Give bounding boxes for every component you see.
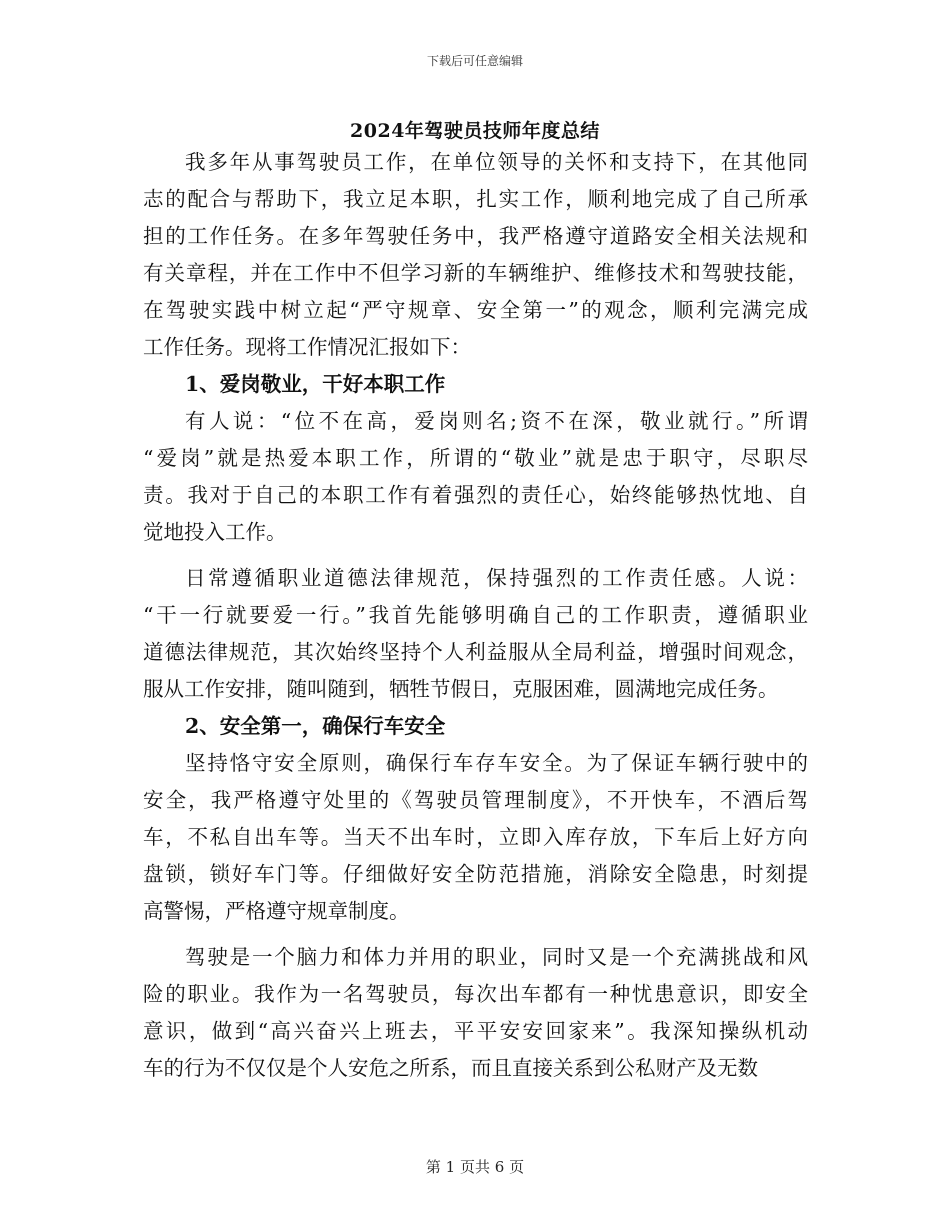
text-line: 工作任务。现将工作情况汇报如下：: [143, 335, 471, 359]
text-line: 车的行为不仅仅是个人安危之所系，而且直接关系到公私财产及无数: [143, 1056, 758, 1080]
text-line: 安全，我严格遵守处里的《驾驶员管理制度》，不开快车，不酒后驾: [143, 788, 808, 812]
text-line: 意识，做到“高兴奋兴上班去，平平安安回家来”。我深知操纵机动: [143, 1019, 808, 1043]
text-line: “爱岗”就是热爱本职工作，所谓的“敬业”就是忠于职守，尽职尽: [143, 446, 808, 470]
text-line: 坚持恪守安全原则，确保行车存车安全。为了保证车辆行驶中的: [185, 751, 808, 775]
heading-text: 2、安全第一，确保行车安全: [185, 714, 446, 738]
section-heading: [143, 366, 808, 403]
text-line: 盘锁，锁好车门等。仔细做好安全防范措施，消除安全隐患，时刻提: [143, 862, 808, 886]
paragraph: [143, 403, 808, 551]
text-line: 服从工作安排，随叫随到，牺牲节假日，克服困难，圆满地完成任务。: [143, 677, 779, 701]
text-line: 日常遵循职业道德法律规范，保持强烈的工作责任感。人说：: [185, 566, 808, 590]
page-footer: 第 1 页共 6 页: [425, 1158, 525, 1176]
paragraph: [143, 560, 808, 708]
text-line: 担的工作任务。在多年驾驶任务中，我严格遵守道路安全相关法规和: [143, 224, 808, 248]
heading-text: 1、爱岗敬业，干好本职工作: [185, 372, 446, 396]
text-line: 我多年从事驾驶员工作，在单位领导的关怀和支持下，在其他同: [185, 150, 808, 174]
paragraph: [143, 939, 808, 1087]
text-line: 在驾驶实践中树立起“严守规章、安全第一”的观念，顺利完满完成: [143, 298, 808, 322]
text-line: “干一行就要爱一行。”我首先能够明确自己的工作职责，遵循职业: [143, 603, 808, 627]
text-line: 险的职业。我作为一名驾驶员，每次出车都有一种忧患意识，即安全: [143, 982, 808, 1006]
text-line: 有关章程，并在工作中不但学习新的车辆维护、维修技术和驾驶技能，: [143, 261, 808, 285]
document-body: [143, 144, 808, 1087]
paragraph: [143, 144, 808, 366]
text-line: 高警惕，严格遵守规章制度。: [143, 899, 410, 923]
paragraph-gap: [143, 930, 808, 939]
text-line: 志的配合与帮助下，我立足本职，扎实工作，顺利地完成了自己所承: [143, 187, 808, 211]
text-line: 责。我对于自己的本职工作有着强烈的责任心，始终能够热忱地、自: [143, 483, 808, 507]
text-line: 车，不私自出车等。当天不出车时，立即入库存放，下车后上好方向: [143, 825, 808, 849]
text-line: 道德法律规范，其次始终坚持个人利益服从全局利益，增强时间观念，: [143, 640, 808, 664]
text-line: 有人说：“位不在高，爱岗则名;资不在深，敬业就行。”所谓: [185, 409, 808, 433]
text-line: 觉地投入工作。: [143, 520, 287, 544]
paragraph-gap: [143, 551, 808, 560]
text-line: 驾驶是一个脑力和体力并用的职业，同时又是一个充满挑战和风: [185, 945, 808, 969]
page-header: 下载后可任意编辑: [426, 54, 523, 68]
document-title: 2024年驾驶员技师年度总结: [350, 120, 600, 142]
paragraph: [143, 745, 808, 930]
section-heading: [143, 708, 808, 745]
